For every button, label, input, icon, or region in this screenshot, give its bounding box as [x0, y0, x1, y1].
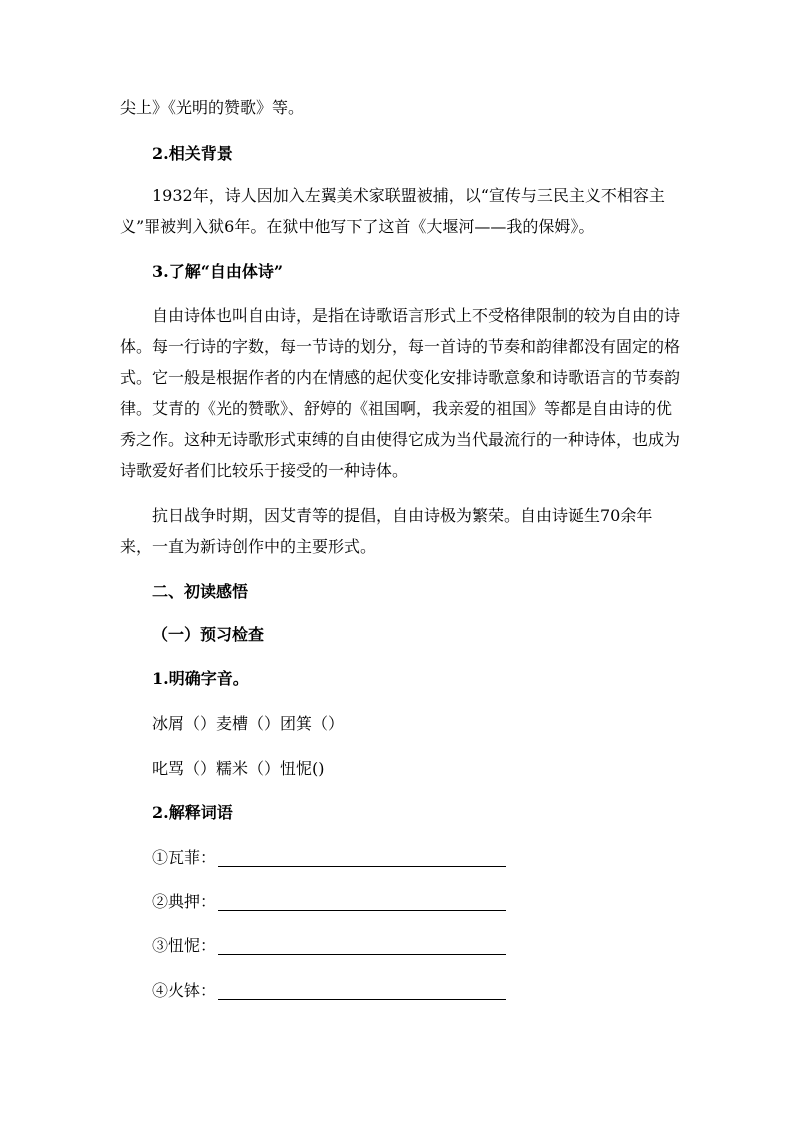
paragraph-free-verse: 自由诗体也叫自由诗，是指在诗歌语言形式上不受格律限制的较为自由的诗体。每一行诗的字数，每一节诗的划分，每一首诗的节奏和韵律都没有固定的格式。它一般是根据作者的内在情感的起伏变化安排诗歌意象和诗歌语言的节奏韵律。艾青的《光的赞歌》、舒婷的《祖国啊，我亲爱的祖国》等都是自由诗的优秀之作。这种无诗歌形式束缚的自由使得它成为当代最流行的一种诗体，也成为诗歌爱好者们比较乐于接受的一种诗体。: [120, 306, 681, 480]
heading-first-reading: 二、初读感悟: [152, 582, 249, 601]
answer-blank[interactable]: [218, 909, 506, 911]
heading-background: 2.相关背景: [152, 144, 233, 163]
pronunciation-line-1: 冰屑（）麦槽（）团箕（）: [152, 714, 345, 733]
heading-free-verse: 3.了解“自由体诗”: [152, 262, 284, 281]
fill-item-label: ①瓦菲：: [152, 848, 217, 867]
paragraph-continuation: 尖上》《光明的赞歌》等。: [120, 98, 305, 117]
fill-item: [152, 979, 506, 1003]
paragraph-background: 1932年，诗人因加入左翼美术家联盟被捕，以“宣传与三民主义不相容主义”罪被判入狱6年。在狱中他写下了这首《大堰河——我的保姆》。: [120, 186, 665, 236]
answer-blank[interactable]: [218, 953, 506, 955]
heading-pronunciation: 1.明确字音。: [152, 669, 249, 688]
pronunciation-line-2: 叱骂（）糯米（）忸怩(): [152, 759, 325, 778]
fill-item-label: ④火钵：: [152, 981, 217, 1000]
fill-item-label: ③忸怩：: [152, 936, 217, 955]
answer-blank[interactable]: [218, 998, 506, 1000]
fill-item: [152, 934, 506, 958]
paragraph-free-verse-history: 抗日战争时期，因艾青等的提倡，自由诗极为繁荣。自由诗诞生70余年来，一直为新诗创作中的主要形式。: [120, 506, 653, 556]
heading-word-explanation: 2.解释词语: [152, 803, 233, 822]
fill-item-label: ②典押：: [152, 892, 217, 911]
heading-preview-check: （一）预习检查: [152, 625, 265, 644]
fill-item: [152, 890, 506, 914]
fill-item: [152, 846, 506, 870]
answer-blank[interactable]: [218, 865, 506, 867]
